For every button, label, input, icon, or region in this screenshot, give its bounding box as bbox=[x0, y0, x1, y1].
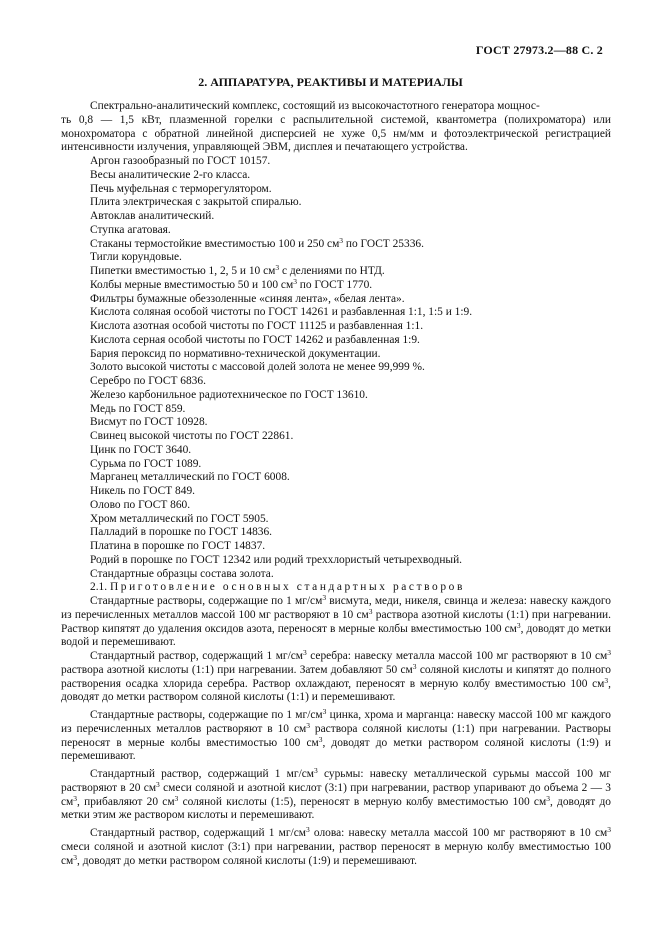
paragraph-bi-cu-ni-pb-fe: Стандартные растворы, содержащие по 1 $мг/см^3$ висмута, меди, никеля, свинца и железа: навеску каждого из перечисленных металлов массой 100 мг растворяют в 10 $см^3$ раствора азотной кислоты (1:1) при нагревании. Раствор кипятят до удаления оксидов азота, переносят в мерные колбы вместимостью 100 $см^3$, доводят до метки водой и перемешивают. bbox=[61, 593, 611, 649]
list-item: Железо карбонильное радиотехническое по ГОСТ 13610. bbox=[90, 388, 368, 401]
list-item: Весы аналитические 2-го класса. bbox=[90, 168, 251, 181]
list-item: Золото высокой чистоты с массовой долей золота не менее 99,999 %. bbox=[90, 361, 425, 374]
list-item: Пипетки вместимостью 1, 2, 5 и 10 $см^3$ с делениями по НТД. bbox=[90, 263, 385, 277]
subsection-heading bbox=[90, 581, 611, 595]
list-item: Кислота соляная особой чистоты по ГОСТ 14261 и разбавленная 1:1, 1:5 и 1:9. bbox=[90, 306, 473, 319]
list-item: Печь муфельная с терморегулятором. bbox=[90, 182, 272, 195]
subsection-title: Приготовление основных стандартных растворов bbox=[109, 581, 465, 594]
list-item: Стаканы термостойкие вместимостью 100 и 250 $см^3$ по ГОСТ 25336. bbox=[90, 235, 424, 250]
paragraph-antimony: Стандартный раствор, содержащий 1 $мг/см^3$ сурьмы: навеску металлической сурьмы массой 100 мг растворяют в 20 $см^3$ смеси соляной и азотной кислот (3:1) при нагревании, раствор упаривают до объема 2 — 3 $см^3$, прибавляют 20 $см^3$ соляной кислоты (1:5), переносят в мерную колбу вместимостью 100 $см^3$, доводят до метки этим же раствором кислоты и перемешивают. bbox=[61, 766, 611, 822]
paragraph-tin: Стандартный раствор, содержащий 1 $мг/см^3$ олова: навеску металла массой 100 мг растворяют в 10 $см^3$ смеси соляной и азотной кислот (3:1) при нагревании, раствор переносят в мерную колбу вместимостью 100 $см^3$, доводят до метки раствором соляной кислоты (1:9) и перемешивают. bbox=[61, 825, 611, 867]
list-item: Ступка агатовая. bbox=[90, 223, 171, 236]
list-item: Аргон газообразный по ГОСТ 10157. bbox=[90, 155, 271, 167]
paragraph-zn-cr-mn: Стандартные растворы, содержащие по 1 $мг/см^3$ цинка, хрома и марганца: навеску массой 100 мг каждого из перечисленных металлов растворяют в 10 $см^3$ раствора соляной кислоты (1:1) при нагревании. Растворы переносят в мерные колбы вместимостью 100 $см^3$, доводят до метки раствором соляной кислоты (1:9) и перемешивают. bbox=[61, 707, 611, 763]
list-item: Родий в порошке по ГОСТ 12342 или родий треххлористый четырехводный. bbox=[90, 553, 463, 566]
list-item: Палладий в порошке по ГОСТ 14836. bbox=[90, 526, 273, 539]
equipment-intro bbox=[61, 100, 611, 155]
list-item: Свинец высокой чистоты по ГОСТ 22861. bbox=[90, 430, 294, 442]
list-item: Никель по ГОСТ 849. bbox=[90, 485, 195, 497]
list-item: Сурьма по ГОСТ 1089. bbox=[90, 457, 202, 470]
list-item: Платина в порошке по ГОСТ 14837. bbox=[90, 540, 266, 552]
document-header: ГОСТ 27973.2—88 С. 2 bbox=[475, 43, 603, 57]
paragraph-silver: Стандартный раствор, содержащий 1 $мг/см^3$ серебра: навеску металла массой 100 мг растворяют в 10 $см^3$ раствора азотной кислоты (1:1) при нагревании. Затем добавляют 50 $см^3$ соляной кислоты и кипятят до полного растворения осадка хлорида серебра. Раствор охлаждают, переносят в мерную колбу вместимостью 100 $см^3$, доводят до метки раствором соляной кислоты (1:1) и перемешивают. bbox=[61, 648, 612, 704]
list-item: Олово по ГОСТ 860. bbox=[90, 498, 191, 511]
section-title: 2. АППАРАТУРА, РЕАКТИВЫ И МАТЕРИАЛЫ bbox=[198, 75, 463, 89]
list-item: Серебро по ГОСТ 6836. bbox=[90, 375, 206, 387]
list-item: Хром металлический по ГОСТ 5905. bbox=[90, 512, 269, 525]
list-item: Марганец металлический по ГОСТ 6008. bbox=[90, 471, 290, 484]
intro-rest: ть 0,8 — 1,5 кВт, плазменной горелки с распылительной системой, квантометра (полихроматора) или монохроматора с обратной линейной дисперсией не хуже 0,5 нм/мм и фотоэлектрической регистрацией интенсивности излучения, управляющей ЭВМ, дисплея и печатающего устройства. bbox=[61, 113, 611, 154]
intro-first-line: Спектрально-аналитический комплекс, состоящий из высокочастотного генератора мощнос- bbox=[90, 100, 540, 112]
document-body bbox=[61, 100, 612, 872]
subsection-number: 2.1. bbox=[90, 581, 108, 594]
list-item: Тигли корундовые. bbox=[90, 251, 182, 264]
list-item: Висмут по ГОСТ 10928. bbox=[90, 416, 208, 429]
list-item: Кислота азотная особой чистоты по ГОСТ 11125 и разбавленная 1:1. bbox=[90, 320, 424, 332]
list-item: Бария пероксид по нормативно-технической документации. bbox=[90, 347, 381, 360]
list-item: Стандартные образцы состава золота. bbox=[90, 567, 274, 580]
list-item: Цинк по ГОСТ 3640. bbox=[90, 443, 192, 456]
list-item: Фильтры бумажные обеззоленные «синяя лента», «белая лента». bbox=[90, 292, 405, 305]
list-item: Кислота серная особой чистоты по ГОСТ 14262 и разбавленная 1:9. bbox=[90, 333, 420, 346]
list-item: Колбы мерные вместимостью 50 и 100 $см^3$ по ГОСТ 1770. bbox=[90, 276, 373, 291]
materials-list bbox=[90, 155, 611, 581]
list-item: Автоклав аналитический. bbox=[90, 210, 215, 222]
list-item: Медь по ГОСТ 859. bbox=[90, 402, 186, 415]
list-item: Плита электрическая с закрытой спиралью. bbox=[90, 196, 302, 209]
